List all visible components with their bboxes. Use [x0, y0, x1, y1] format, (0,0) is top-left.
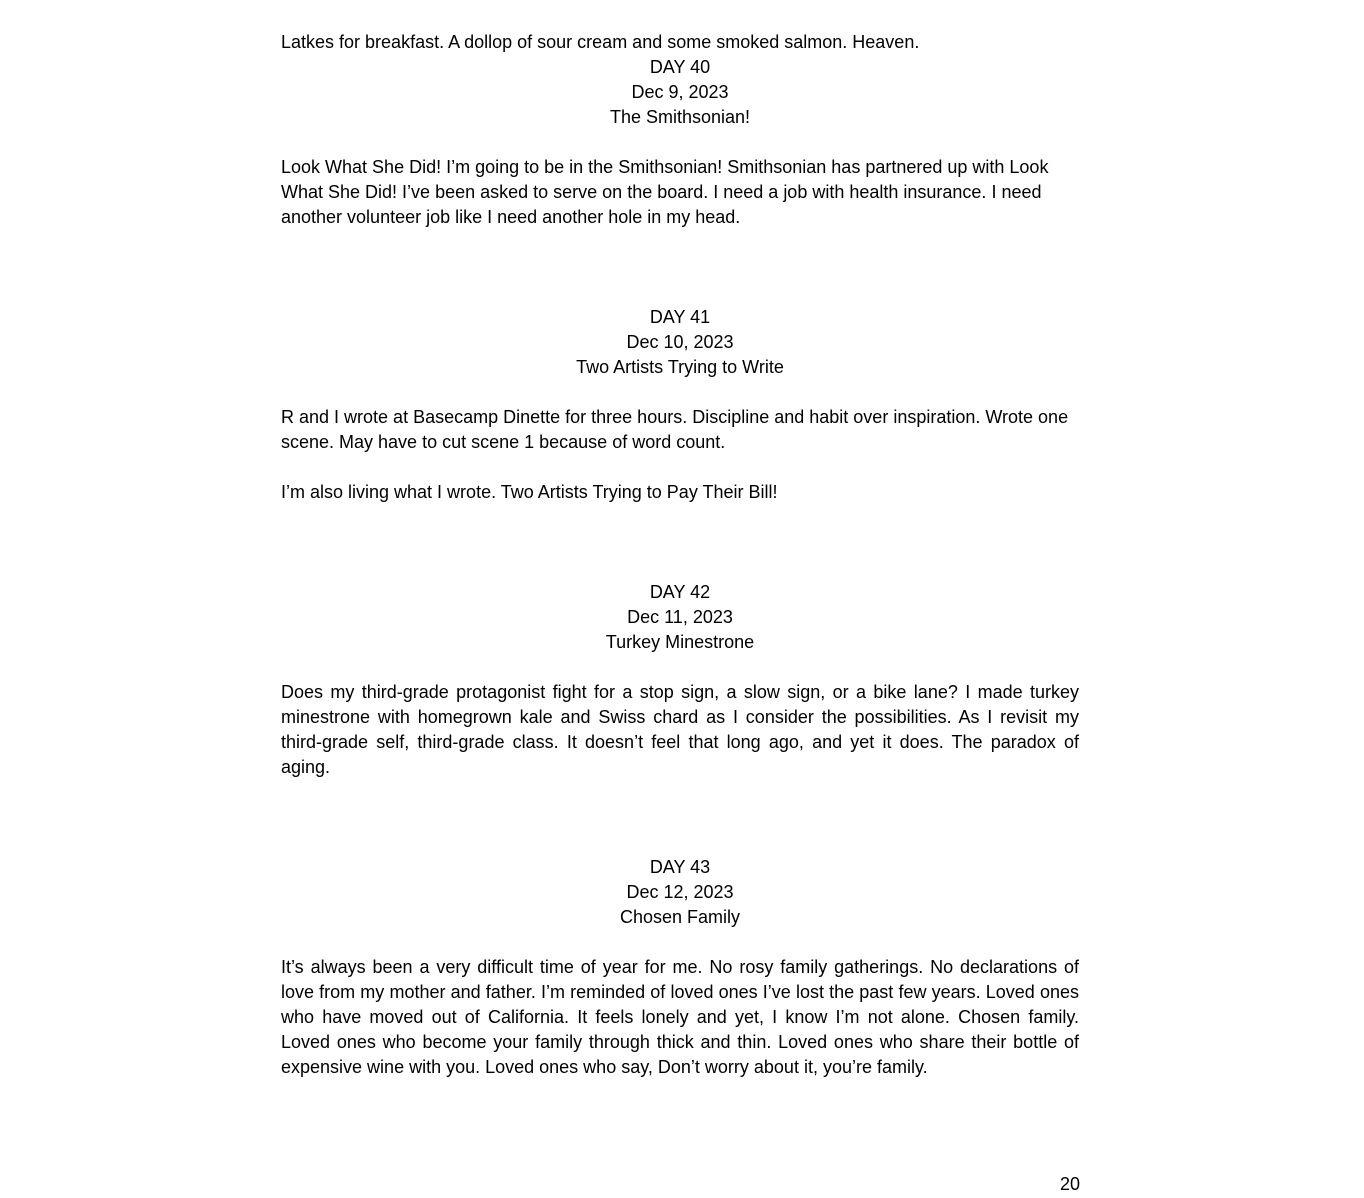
entry-day-label: DAY 41 [649, 307, 711, 327]
entry-title: Chosen Family [619, 907, 741, 927]
entry-title: Two Artists Trying to Write [576, 357, 784, 377]
entry-date: Dec 10, 2023 [626, 332, 734, 352]
page-number: 20 [1059, 1174, 1080, 1194]
entry-date: Dec 12, 2023 [626, 882, 734, 902]
entry-title: The Smithsonian! [609, 107, 751, 127]
entry-paragraph: Look What She Did! I’m going to be in the Smithsonian! Smithsonian has partnered up with Look What She Did! I’ve been asked to serve on the board. I need a job with health insurance. I need another volunteer job like I need another hole in my head. [281, 157, 1049, 227]
entry-paragraph: I’m also living what I wrote. Two Artists Trying to Pay Their Bill! [281, 482, 778, 502]
entry-day-40 [281, 55, 1079, 230]
entry-paragraph: R and I wrote at Basecamp Dinette for three hours. Discipline and habit over inspiration. Wrote one scene. May have to cut scene 1 because of word count. [281, 407, 1069, 452]
entry-day-43 [281, 855, 1079, 1080]
entry-paragraph: It’s always been a very difficult time of year for me. No rosy family gatherings. No declarations of love from my mother and father. I’m reminded of loved ones I’ve lost the past few years. Loved ones who have moved out of California. It feels lonely and yet, I know I’m not alone. Chosen family. Loved ones who become your family through thick and thin. Loved ones who share their bottle of expensive wine with you. Loved ones who say, Don’t worry about it, you’re family. [281, 957, 1079, 1077]
entry-title: Turkey Minestrone [605, 632, 755, 652]
entry-day-42 [281, 580, 1079, 780]
entry-day-label: DAY 43 [649, 857, 711, 877]
entry-date: Dec 9, 2023 [631, 82, 729, 102]
entry-date: Dec 11, 2023 [627, 607, 733, 627]
document-page [281, 30, 1079, 1080]
entry-day-label: DAY 42 [649, 582, 711, 602]
entry-day-41 [281, 305, 1079, 505]
intro-paragraph: Latkes for breakfast. A dollop of sour cream and some smoked salmon. Heaven. [281, 32, 920, 52]
entry-day-label: DAY 40 [649, 57, 711, 77]
entry-paragraph: Does my third-grade protagonist fight for a stop sign, a slow sign, or a bike lane? I made turkey minestrone with homegrown kale and Swiss chard as I consider the possibilities. As I revisit my third-grade self, third-grade class. It doesn’t feel that long ago, and yet it does. The paradox of aging. [281, 682, 1079, 777]
